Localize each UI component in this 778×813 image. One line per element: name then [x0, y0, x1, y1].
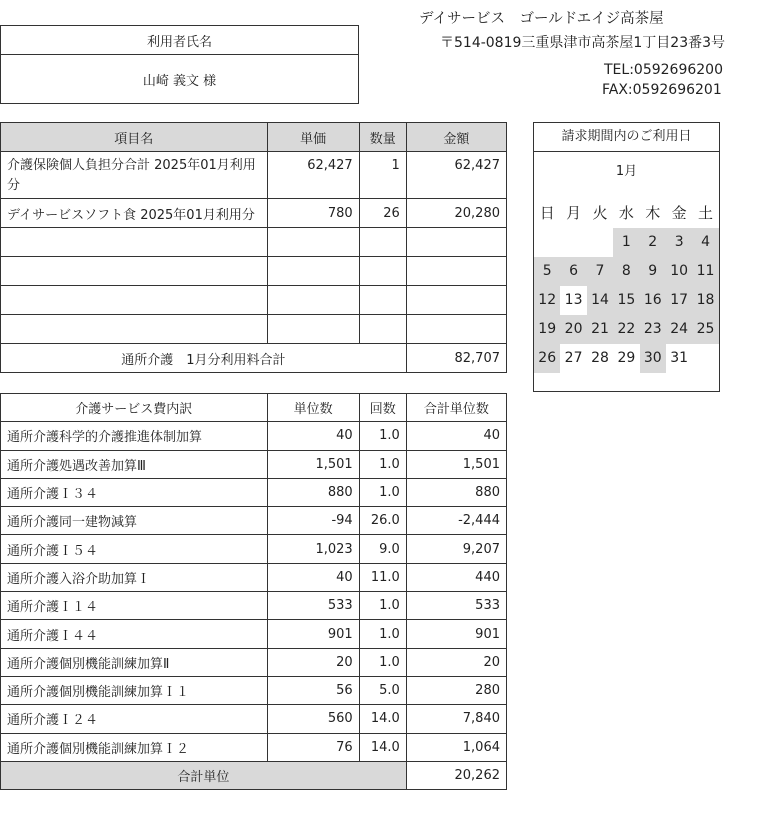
calendar-week-row: [534, 286, 719, 315]
user-name: 山崎 義文 様: [1, 55, 359, 104]
facility-tel: TEL:0592696200: [604, 62, 723, 78]
calendar-day: 19: [534, 315, 560, 344]
items-header-price: 単価: [267, 123, 359, 152]
breakdown-header-count: 回数: [359, 394, 406, 422]
calendar-weekday: 木: [645, 204, 661, 222]
items-row: [1, 199, 507, 228]
breakdown-name: 通所介護Ｉ４４: [1, 620, 268, 648]
breakdown-total-value: 20,262: [406, 761, 506, 789]
breakdown-units: 560: [267, 705, 359, 733]
calendar-blank: [560, 228, 586, 257]
calendar-grid: [534, 199, 719, 373]
breakdown-row: [1, 705, 507, 733]
calendar-weekday: 水: [618, 204, 634, 222]
calendar-day: 11: [692, 257, 718, 286]
calendar-day: 13: [564, 292, 583, 308]
calendar-day: 29: [617, 350, 636, 366]
breakdown-row: [1, 733, 507, 761]
breakdown-units: -94: [267, 507, 359, 535]
breakdown-units: 901: [267, 620, 359, 648]
breakdown-name: 通所介護個別機能訓練加算Ｉ２: [1, 733, 268, 761]
breakdown-total: -2,444: [406, 507, 506, 535]
calendar-week-row: [534, 228, 719, 257]
items-empty-row: [1, 315, 507, 344]
calendar-blank: [692, 344, 718, 373]
breakdown-count: 26.0: [359, 507, 406, 535]
item-amount: 62,427: [406, 152, 506, 199]
calendar-weekday: 火: [592, 204, 608, 222]
breakdown-units: 1,023: [267, 535, 359, 563]
calendar-day: 27: [564, 350, 583, 366]
calendar-day: 14: [587, 286, 613, 315]
calendar-day: 26: [534, 344, 560, 373]
calendar-day: 17: [666, 286, 692, 315]
item-qty: 26: [359, 199, 406, 228]
item-qty: 1: [359, 152, 406, 199]
usage-calendar: [533, 122, 720, 392]
breakdown-units: 880: [267, 478, 359, 506]
calendar-day: 28: [591, 350, 609, 366]
calendar-day: 1: [613, 228, 639, 257]
breakdown-name: 通所介護個別機能訓練加算Ｉ１: [1, 676, 268, 704]
items-header-name: 項目名: [1, 123, 268, 152]
items-header-qty: 数量: [359, 123, 406, 152]
calendar-title: 請求期間内のご利用日: [534, 123, 719, 152]
items-total-label: 通所介護 1月分利用料合計: [1, 344, 407, 373]
breakdown-total: 7,840: [406, 705, 506, 733]
breakdown-count: 1.0: [359, 422, 406, 450]
calendar-weekday: 金: [671, 204, 687, 222]
items-total-row: [1, 344, 507, 373]
calendar-day: 20: [560, 315, 586, 344]
calendar-day: 3: [666, 228, 692, 257]
breakdown-header-name: 介護サービス費内訳: [1, 394, 268, 422]
item-price: 62,427: [267, 152, 359, 199]
breakdown-total: 20: [406, 648, 506, 676]
breakdown-count: 1.0: [359, 478, 406, 506]
breakdown-count: 9.0: [359, 535, 406, 563]
calendar-day: 4: [692, 228, 718, 257]
breakdown-row: [1, 507, 507, 535]
items-row: [1, 152, 507, 199]
calendar-blank: [534, 228, 560, 257]
breakdown-count: 11.0: [359, 563, 406, 591]
breakdown-units: 1,501: [267, 450, 359, 478]
items-header-row: [1, 123, 507, 152]
breakdown-row: [1, 563, 507, 591]
breakdown-total-label: 合計単位: [1, 761, 407, 789]
calendar-day: 24: [666, 315, 692, 344]
calendar-month: 1月: [615, 164, 638, 179]
breakdown-row: [1, 620, 507, 648]
user-label: 利用者氏名: [1, 26, 359, 55]
breakdown-name: 通所介護Ｉ２４: [1, 705, 268, 733]
breakdown-count: 14.0: [359, 733, 406, 761]
breakdown-units: 56: [267, 676, 359, 704]
calendar-day: 9: [640, 257, 666, 286]
calendar-week-row: [534, 315, 719, 344]
breakdown-count: 5.0: [359, 676, 406, 704]
calendar-day: 16: [640, 286, 666, 315]
item-name: デイサービスソフト食 2025年01月利用分: [1, 199, 268, 228]
breakdown-name: 通所介護個別機能訓練加算Ⅱ: [1, 648, 268, 676]
calendar-day: 18: [692, 286, 718, 315]
items-empty-row: [1, 257, 507, 286]
breakdown-header-total: 合計単位数: [406, 394, 506, 422]
calendar-day: 23: [640, 315, 666, 344]
calendar-day: 30: [640, 344, 666, 373]
items-header-amount: 金額: [406, 123, 506, 152]
calendar-weekday: 月: [566, 204, 582, 222]
calendar-weekday: 日: [539, 204, 555, 222]
breakdown-total: 40: [406, 422, 506, 450]
breakdown-total-row: [1, 761, 507, 789]
items-empty-row: [1, 286, 507, 315]
user-box: [0, 25, 359, 104]
breakdown-table: [0, 393, 507, 790]
breakdown-row: [1, 450, 507, 478]
breakdown-row: [1, 648, 507, 676]
breakdown-row: [1, 592, 507, 620]
breakdown-units: 40: [267, 422, 359, 450]
calendar-week-row: [534, 344, 719, 373]
breakdown-count: 1.0: [359, 620, 406, 648]
breakdown-total: 533: [406, 592, 506, 620]
items-empty-row: [1, 228, 507, 257]
breakdown-name: 通所介護入浴介助加算Ｉ: [1, 563, 268, 591]
calendar-day: 6: [560, 257, 586, 286]
breakdown-total: 880: [406, 478, 506, 506]
breakdown-total: 440: [406, 563, 506, 591]
calendar-day: 8: [613, 257, 639, 286]
breakdown-units: 40: [267, 563, 359, 591]
facility-fax: FAX:0592696201: [602, 82, 722, 98]
calendar-day: 31: [670, 350, 689, 366]
calendar-day: 25: [692, 315, 718, 344]
breakdown-name: 通所介護同一建物減算: [1, 507, 268, 535]
breakdown-total: 280: [406, 676, 506, 704]
breakdown-count: 1.0: [359, 450, 406, 478]
calendar-day: 22: [613, 315, 639, 344]
breakdown-units: 20: [267, 648, 359, 676]
facility-name: デイサービス ゴールドエイジ高茶屋: [419, 11, 664, 27]
calendar-day: 10: [666, 257, 692, 286]
calendar-weekday-row: [534, 199, 719, 228]
calendar-week-row: [534, 257, 719, 286]
facility-address: 〒514-0819三重県津市高茶屋1丁目23番3号: [440, 35, 726, 51]
item-price: 780: [267, 199, 359, 228]
breakdown-count: 14.0: [359, 705, 406, 733]
item-amount: 20,280: [406, 199, 506, 228]
breakdown-total: 1,501: [406, 450, 506, 478]
breakdown-name: 通所介護Ｉ１４: [1, 592, 268, 620]
breakdown-name: 通所介護Ｉ５４: [1, 535, 268, 563]
breakdown-header-units: 単位数: [267, 394, 359, 422]
calendar-weekday: 土: [698, 204, 714, 222]
breakdown-units: 533: [267, 592, 359, 620]
breakdown-row: [1, 422, 507, 450]
calendar-blank: [587, 228, 613, 257]
calendar-day: 2: [640, 228, 666, 257]
breakdown-units: 76: [267, 733, 359, 761]
calendar-day: 7: [587, 257, 613, 286]
breakdown-row: [1, 676, 507, 704]
breakdown-row: [1, 535, 507, 563]
breakdown-name: 通所介護処遇改善加算Ⅲ: [1, 450, 268, 478]
calendar-day: 5: [534, 257, 560, 286]
breakdown-name: 通所介護科学的介護推進体制加算: [1, 422, 268, 450]
breakdown-count: 1.0: [359, 648, 406, 676]
breakdown-name: 通所介護Ｉ３４: [1, 478, 268, 506]
calendar-day: 12: [534, 286, 560, 315]
items-table: [0, 122, 507, 373]
breakdown-header-row: [1, 394, 507, 422]
breakdown-count: 1.0: [359, 592, 406, 620]
items-total-value: 82,707: [406, 344, 506, 373]
calendar-day: 15: [613, 286, 639, 315]
breakdown-total: 1,064: [406, 733, 506, 761]
breakdown-total: 9,207: [406, 535, 506, 563]
calendar-day: 21: [587, 315, 613, 344]
breakdown-row: [1, 478, 507, 506]
breakdown-total: 901: [406, 620, 506, 648]
item-name: 介護保険個人負担分合計 2025年01月利用分: [1, 152, 268, 199]
